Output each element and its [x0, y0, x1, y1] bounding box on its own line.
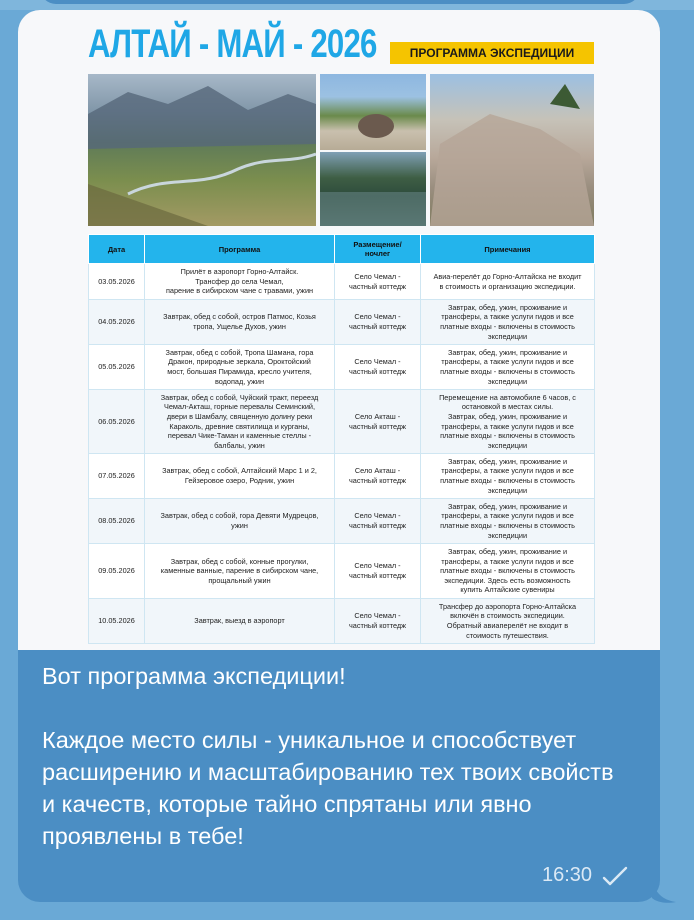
table-row	[89, 544, 595, 599]
bubble-tail	[652, 878, 676, 904]
cell-notes: Перемещение на автомобиле 6 часов, с остановкой в местах силы. Завтрак, обед, ужин, проживание и трансферы, а также услуги гидов и все платные входы - включены в стоимость экспедиции	[421, 390, 595, 454]
cell-notes: Завтрак, обед, ужин, проживание и трансферы, а также услуги гидов и все платные входы - включены в стоимость экспедиции. Здесь есть возможность купить Алтайские сувениры	[421, 544, 595, 599]
table-row	[89, 390, 595, 454]
table-row	[89, 300, 595, 345]
table-row	[89, 599, 595, 644]
document-title: АЛТАЙ - МАЙ - 2026	[88, 22, 377, 66]
cell-notes: Авиа-перелёт до Горно-Алтайска не входит в стоимость и организацию экспедиции.	[421, 264, 595, 300]
message-time: 16:30	[542, 864, 593, 886]
cell-date: 06.05.2026	[89, 390, 145, 454]
attached-image[interactable]	[18, 10, 660, 650]
cell-program: Завтрак, выезд в аэропорт	[145, 599, 335, 644]
table-row	[89, 264, 595, 300]
header-date: Дата	[89, 235, 145, 264]
cell-lodging: Село Акташ - частный коттедж	[335, 454, 421, 499]
message-text	[42, 660, 632, 852]
header-lodging: Размещение/ ночлег	[335, 235, 421, 264]
cell-notes: Завтрак, обед, ужин, проживание и трансферы, а также услуги гидов и все платные входы - включены в стоимость экспедиции	[421, 300, 595, 345]
table-row	[89, 499, 595, 544]
cell-program: Завтрак, обед с собой, гора Девяти Мудрецов, ужин	[145, 499, 335, 544]
cell-date: 05.05.2026	[89, 345, 145, 390]
message-line-1: Вот программа экспедиции!	[42, 663, 346, 689]
cell-notes: Трансфер до аэропорта Горно-Алтайска включён в стоимость экспедиции. Обратный авиаперелёт не входит в стоимость путешествия.	[421, 599, 595, 644]
cell-date: 07.05.2026	[89, 454, 145, 499]
cell-date: 10.05.2026	[89, 599, 145, 644]
cell-lodging: Село Чемал - частный коттедж	[335, 300, 421, 345]
table-header-row	[89, 235, 595, 264]
cell-program: Завтрак, обед с собой, остров Патмос, Козья тропа, Ущелье Духов, ужин	[145, 300, 335, 345]
table-row	[89, 345, 595, 390]
cell-date: 08.05.2026	[89, 499, 145, 544]
cell-program: Завтрак, обед с собой, Тропа Шамана, гора Дракон, природные зеркала, Ороктойский мост, большая Пирамида, кресло учителя, водопад, ужин	[145, 345, 335, 390]
cell-lodging: Село Чемал - частный коттедж	[335, 345, 421, 390]
cell-date: 04.05.2026	[89, 300, 145, 345]
cell-date: 09.05.2026	[89, 544, 145, 599]
program-table	[88, 234, 595, 644]
cell-lodging: Село Акташ - частный коттедж	[335, 390, 421, 454]
rocks-photo	[430, 74, 594, 226]
header-program: Программа	[145, 235, 335, 264]
table-row	[89, 454, 595, 499]
valley-photo	[88, 74, 316, 226]
cell-program: Завтрак, обед с собой, Алтайский Марс 1 и 2, Гейзеровое озеро, Родник, ужин	[145, 454, 335, 499]
cell-program: Завтрак, обед с собой, Чуйский тракт, переезд Чемал-Акташ, горные перевалы Семинский, двери в Шамбалу, священную долину реки Караколь, древние святилища и курганы, перевал Чике-Таман и каменные стеллы - балбалы, ужин	[145, 390, 335, 454]
cell-notes: Завтрак, обед, ужин, проживание и трансферы, а также услуги гидов и все платные входы - включены в стоимость экспедиции	[421, 454, 595, 499]
cell-lodging: Село Чемал - частный коттедж	[335, 599, 421, 644]
cell-notes: Завтрак, обед, ужин, проживание и трансферы, а также услуги гидов и все платные входы - включены в стоимость экспедиции	[421, 499, 595, 544]
cell-lodging: Село Чемал - частный коттедж	[335, 264, 421, 300]
double-check-icon	[602, 866, 628, 888]
cell-program: Прилёт в аэропорт Горно-Алтайск. Трансфер до села Чемал, парение в сибирском чане с травами, ужин	[145, 264, 335, 300]
lake-photo	[320, 152, 426, 226]
cell-lodging: Село Чемал - частный коттедж	[335, 544, 421, 599]
cell-notes: Завтрак, обед, ужин, проживание и трансферы, а также услуги гидов и все платные входы - включены в стоимость экспедиции	[421, 345, 595, 390]
boulder-photo	[320, 74, 426, 150]
previous-message-bubble	[40, 0, 640, 4]
cell-program: Завтрак, обед с собой, конные прогулки, каменные ванные, парение в сибирском чане, прощальный ужин	[145, 544, 335, 599]
cell-lodging: Село Чемал - частный коттедж	[335, 499, 421, 544]
message-line-2: Каждое место силы - уникальное и способствует расширению и масштабированию тех твоих свойств и качеств, которые тайно спрятаны или явно проявлены в тебе!	[42, 727, 614, 849]
header-notes: Примечания	[421, 235, 595, 264]
document-badge: ПРОГРАММА ЭКСПЕДИЦИИ	[390, 42, 594, 64]
cell-date: 03.05.2026	[89, 264, 145, 300]
